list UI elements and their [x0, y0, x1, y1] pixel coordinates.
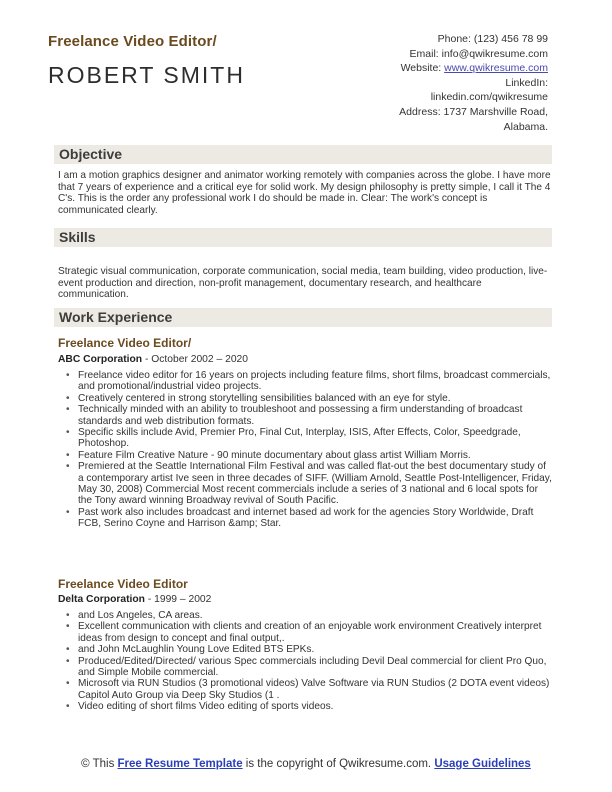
- job-1-bullets: [58, 370, 552, 530]
- contact-email: Email: info@qwikresume.com: [409, 47, 548, 60]
- usage-guidelines-link[interactable]: Usage Guidelines: [434, 758, 531, 770]
- list-item: • Excellent communication with clients and creation of an enjoyable work environment Creatively interpret ideas from design to concept and final output,.: [58, 621, 552, 644]
- list-item: • Specific skills include Avid, Premier Pro, Final Cut, Interplay, ISIS, After Effects, Color, Speedgrade, Photoshop.: [58, 427, 552, 450]
- footer-prefix: © This: [81, 758, 118, 770]
- job-1-dates: - October 2002 – 2020: [142, 354, 248, 365]
- list-item: • and John McLaughlin Young Love Edited BTS EPKs.: [58, 644, 552, 655]
- experience-section-header: [54, 308, 552, 327]
- skills-heading: Skills: [59, 229, 96, 245]
- list-item: • Creatively centered in strong storytelling sensibilities balanced with an eye for style.: [58, 393, 552, 404]
- contact-website-label: Website:: [400, 62, 445, 75]
- list-item: • Produced/Edited/Directed/ various Spec commercials including Devil Deal commercial for client Pro Quo, and Simple Mobile commercial.: [58, 656, 552, 679]
- contact-phone: Phone: (123) 456 78 99: [437, 33, 548, 45]
- contact-address-line1: Address: 1737 Marshville Road,: [399, 105, 548, 118]
- job-2-dates: - 1999 – 2002: [144, 594, 212, 605]
- job-1-company: ABC Corporation: [58, 354, 143, 365]
- list-item: • Premiered at the Seattle International Film Festival and was called flat-out the best documentary study of a contemporary artist Ive seen in three decades of SIFF. (William Arnold, Seattle Post-Intelligencer, Friday, May 30, 2008) Commercial Most recent commercials include a series of 3 national and 6 local spots for the Tony award winning Broadway revival of South Pacific.: [58, 461, 552, 507]
- contact-linkedin-value: linkedin.com/qwikresume: [430, 91, 548, 104]
- experience-heading: Work Experience: [59, 309, 173, 325]
- list-item: • Feature Film Creative Nature - 90 minute documentary about glass artist William Morris.: [58, 450, 552, 461]
- website-link[interactable]: www.qwikresume.com: [444, 62, 548, 75]
- job-2-company: Delta Corporation: [58, 594, 145, 605]
- footer-middle: is the copyright of Qwikresume.com.: [242, 758, 435, 770]
- free-resume-template-link[interactable]: Free Resume Template: [117, 758, 243, 770]
- contact-address-line2: Alabama.: [503, 120, 548, 133]
- list-item: • Technically minded with an ability to troubleshoot and possessing a firm understanding of broadcast standards and web distribution formats.: [58, 404, 552, 427]
- job-1-meta: [58, 354, 248, 365]
- list-item: • Microsoft via RUN Studios (3 promotional videos) Valve Software via RUN Studios (2 DOTA event videos) Capitol Auto Group via Deep Sky Studios (1 .: [58, 678, 552, 701]
- job-2-bullets: [58, 610, 552, 713]
- job-1-title: Freelance Video Editor/: [58, 336, 192, 350]
- job-2-title: Freelance Video Editor: [58, 577, 188, 591]
- skills-section-header: [54, 228, 552, 247]
- objective-heading: Objective: [59, 146, 123, 162]
- list-item: • Freelance video editor for 16 years on projects including feature films, short films, broadcast commercials, and promotional/industrial video projects.: [58, 370, 552, 393]
- list-item: • Past work also includes broadcast and internet based ad work for the agencies Story Worldwide, Draft FCB, Serino Coyne and Harrison &amp; Star.: [58, 507, 552, 530]
- skills-text: Strategic visual communication, corporate communication, social media, team building, video production, live-event production and direction, non-profit management, documentary research, and healthcare communication.: [58, 266, 548, 301]
- header-job-title: Freelance Video Editor/: [48, 33, 217, 50]
- contact-block: [298, 32, 548, 134]
- contact-linkedin-label: LinkedIn:: [505, 76, 548, 89]
- job-2-meta: [58, 594, 211, 605]
- list-item: • Video editing of short films Video editing of sports videos.: [58, 701, 552, 712]
- candidate-name: ROBERT SMITH: [48, 62, 245, 88]
- objective-section-header: [54, 145, 552, 164]
- objective-text: I am a motion graphics designer and animator working remotely with companies across the globe. I have more that 7 years of experience and a critical eye for solid work. My design philosophy is pretty simple, I call it The 4 C's. This is the order any professional work I do should be made in. Clear: The work's concept is communicated clearly.: [58, 170, 551, 216]
- contact-website: [298, 61, 548, 76]
- list-item: • and Los Angeles, CA areas.: [58, 610, 552, 621]
- footer: [0, 757, 612, 771]
